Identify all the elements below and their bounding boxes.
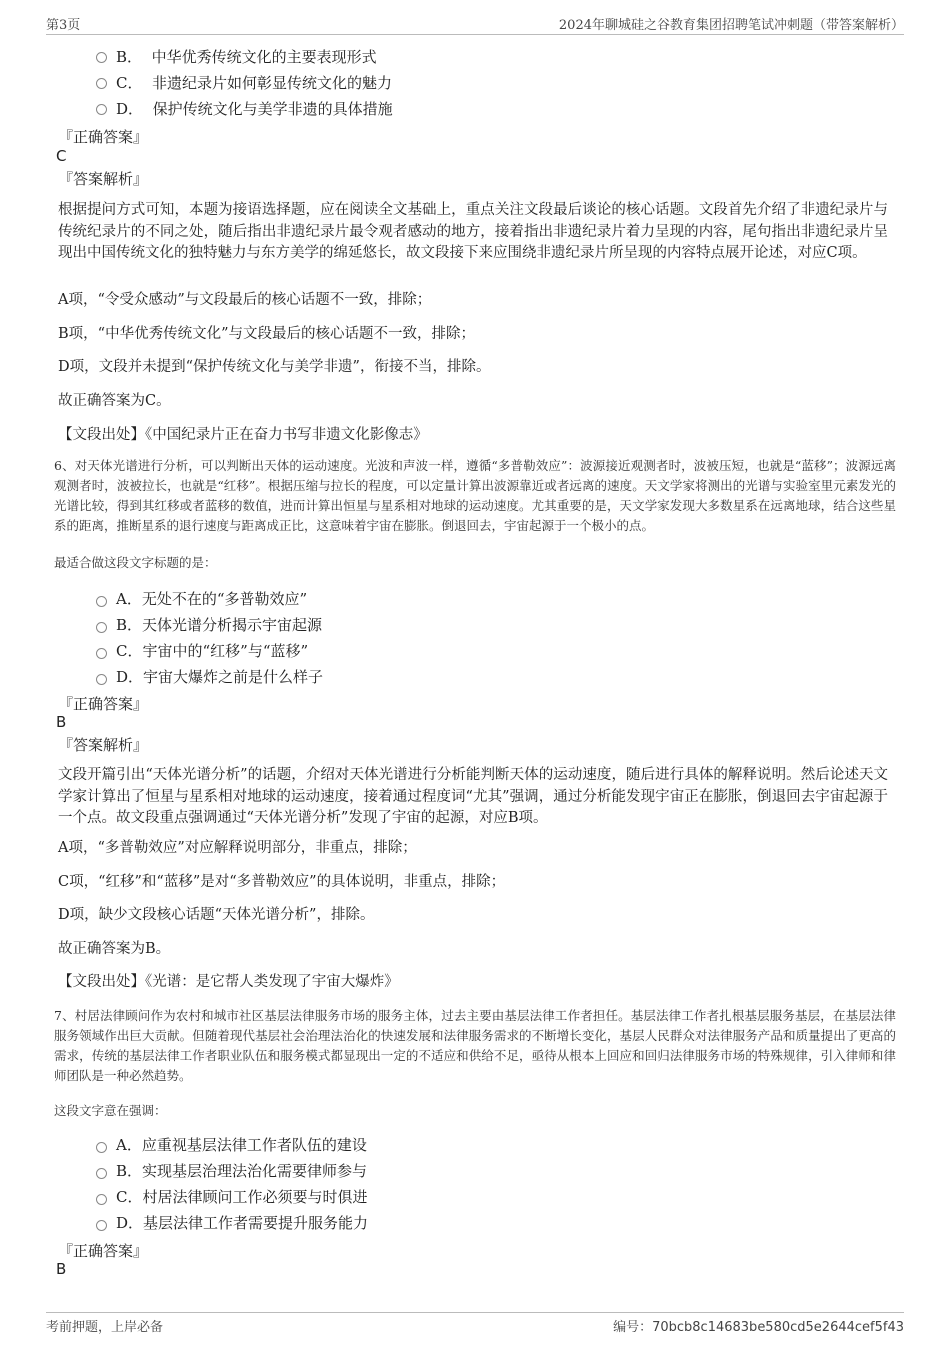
option-letter: B． [116,1162,143,1180]
code-label: 编号： [613,1320,653,1335]
option-letter: D． [116,668,144,686]
option-text: 非遗纪录片如何彰显传统文化的魅力 [152,74,393,92]
correct-answer-label: 『正确答案』 [58,128,149,146]
option-letter: A． [116,590,142,608]
option-text: 保护传统文化与美学非遗的具体措施 [152,100,393,118]
radio-icon[interactable] [96,104,107,115]
analysis-note-c: C项，“红移”和“蓝移”是对“多普勒效应”的具体说明，非重点，排除； [58,874,506,890]
analysis-note-d: D项，缺少文段核心话题“天体光谱分析”，排除。 [58,907,375,923]
option-text: 基层法律工作者需要提升服务能力 [143,1214,369,1232]
question-prompt: 这段文字意在强调： [54,1103,167,1118]
option-text: 天体光谱分析揭示宇宙起源 [142,616,323,634]
radio-icon[interactable] [96,1194,107,1205]
option-text: 宇宙中的“红移”与“蓝移” [142,642,309,660]
passage-source: 【文段出处】《光谱：是它帮人类发现了宇宙大爆炸》 [58,974,399,990]
option-letter: D． [116,1214,144,1232]
page-header [46,14,904,35]
radio-icon[interactable] [96,1168,107,1179]
code-value: 70bcb8c14683be580cd5e2644cef5f43 [652,1320,904,1335]
radio-icon[interactable] [96,596,107,607]
option-text: 中华优秀传统文化的主要表现形式 [151,48,377,66]
page-number: 第3页 [46,18,81,33]
radio-icon[interactable] [96,648,107,659]
analysis-label: 『答案解析』 [58,736,149,754]
radio-icon[interactable] [96,622,107,633]
radio-icon[interactable] [96,52,107,63]
question-stem: 7、村居法律顾问作为农村和城市社区基层法律服务市场的服务主体，过去主要由基层法律工作者担任。基层法律工作者扎根基层服务基层，在基层法律服务领域作出巨大贡献。但随着现代基层社会治理法治化的快速发展和法律服务需求的不断增长变化，基层人民群众对法律服务产品和质量提出了更高的需求，传统的基层法律工作者职业队伍和服务模式都显现出一定的不适应和供给不足，亟待从根本上回应和回归法律服务市场的特殊规律，引入律师和律师团队是一种必然趋势。 [54,1008,896,1083]
radio-icon[interactable] [96,78,107,89]
option-letter: A． [116,1136,142,1154]
passage-source: 【文段出处】《中国纪录片正在奋力书写非遗文化影像志》 [58,427,428,443]
document-title: 2024年聊城硅之谷教育集团招聘笔试冲刺题（带答案解析） [558,18,904,33]
option-letter: B． [116,48,143,66]
analysis-note-a: A项，“令受众感动”与文段最后的核心话题不一致，排除； [58,292,432,308]
document-code [613,1316,904,1335]
analysis-note-b: B项，“中华优秀传统文化”与文段最后的核心话题不一致，排除； [58,326,475,342]
radio-icon[interactable] [96,1142,107,1153]
option-text: 无处不在的“多普勒效应” [141,590,308,608]
question-stem: 6、对天体光谱进行分析，可以判断出天体的运动速度。光波和声波一样，遵循“多普勒效应”：波源接近观测者时，波被压短，也就是“蓝移”；波源远离观测者时，波被拉长，也就是“红移”。根据压缩与拉长的程度，可以定量计算出波源靠近或者远离的速度。天文学家将测出的光谱与实验室里元素发光的光谱比较，得到其红移或者蓝移的数值，进而计算出恒星与星系相对地球的运动速度。尤其重要的是，天文学家发现大多数星系在远离地球，结合这些星系的距离，推断星系的退行速度与距离成正比，这意味着宇宙在膨胀。倒退回去，宇宙起源于一个极小的点。 [54,458,896,533]
option-text: 村居法律顾问工作必须要与时俱进 [142,1188,368,1206]
option-letter: C． [116,1188,143,1206]
analysis-note-a: A项，“多普勒效应”对应解释说明部分，非重点，排除； [58,840,417,856]
option-letter: C． [116,74,143,92]
analysis-text: 文段开篇引出“天体光谱分析”的话题，介绍对天体光谱进行分析能判断天体的运动速度，随后进行具体的解释说明。然后论述天文学家计算出了恒星与星系相对地球的运动速度，接着通过程度词“尤其”强调，通过分析能发现宇宙正在膨胀，倒退回去宇宙起源于一个点。故文段重点强调通过“天体光谱分析”发现了宇宙的起源，对应B项。 [58,767,888,826]
analysis-note-d: D项，文段并未提到“保护传统文化与美学非遗”，衔接不当，排除。 [58,359,491,375]
option-text: 实现基层治理法治化需要律师参与 [142,1162,368,1180]
option-letter: C． [116,642,143,660]
analysis-conclusion: 故正确答案为B。 [58,941,171,957]
correct-answer: C [56,147,67,165]
option-text: 宇宙大爆炸之前是什么样子 [143,668,324,686]
correct-answer: B [56,1260,67,1278]
radio-icon[interactable] [96,1220,107,1231]
option-letter: B． [116,616,143,634]
radio-icon[interactable] [96,674,107,685]
analysis-text: 根据提问方式可知，本题为接语选择题，应在阅读全文基础上，重点关注文段最后谈论的核心话题。文段首先介绍了非遗纪录片与传统纪录片的不同之处，随后指出非遗纪录片最令观者感动的地方，接着指出非遗纪录片着力呈现的内容，尾句指出非遗纪录片呈现出中国传统文化的独特魅力与东方美学的绵延悠长，故文段接下来应围绕非遗纪录片所呈现的内容特点展开论述，对应C项。 [58,202,888,261]
correct-answer-label: 『正确答案』 [58,1242,149,1260]
footer-slogan: 考前押题，上岸必备 [46,1320,164,1335]
option-text: 应重视基层法律工作者队伍的建设 [141,1136,367,1154]
correct-answer: B [56,713,67,731]
analysis-label: 『答案解析』 [58,170,149,188]
correct-answer-label: 『正确答案』 [58,695,149,713]
option-letter: D． [116,100,144,118]
analysis-conclusion: 故正确答案为C。 [58,393,171,409]
page-footer [46,1312,904,1335]
question-prompt: 最适合做这段文字标题的是： [54,555,217,570]
